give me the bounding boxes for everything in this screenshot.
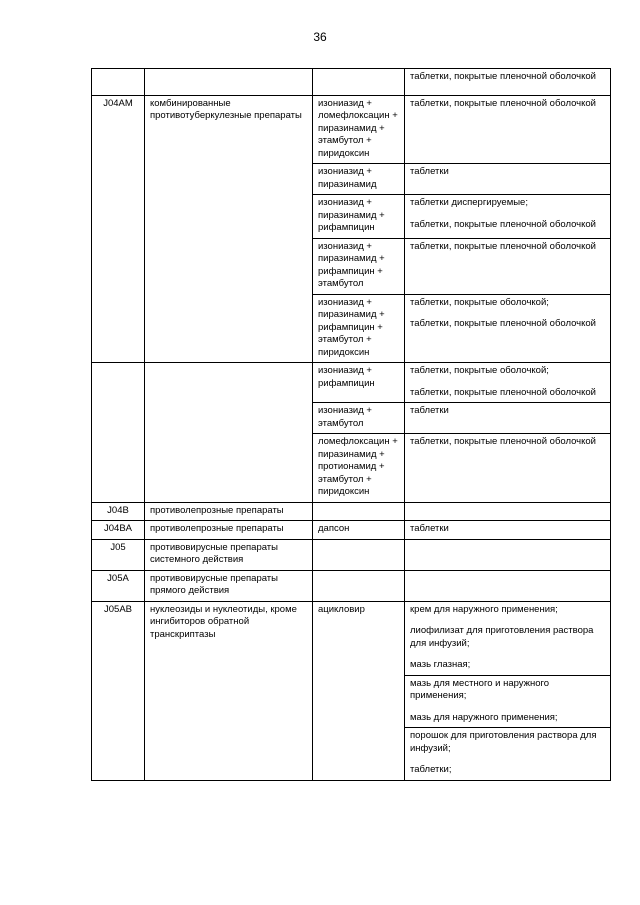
forms-cell bbox=[405, 539, 611, 570]
atc-code-cell: J04B bbox=[92, 502, 145, 521]
atc-code-cell bbox=[92, 363, 145, 503]
forms-cell bbox=[405, 728, 611, 781]
dosage-form: таблетки, покрытые пленочной оболочкой bbox=[410, 386, 596, 398]
forms-cell bbox=[405, 69, 611, 96]
dosage-form: таблетки, покрытые оболочкой; bbox=[410, 296, 549, 308]
substance-cell bbox=[313, 69, 405, 96]
dosage-form: таблетки диспергируемые; bbox=[410, 197, 528, 208]
table-row bbox=[92, 502, 611, 521]
table-row bbox=[92, 601, 611, 675]
drug-table bbox=[91, 68, 611, 781]
dosage-form: мазь глазная; bbox=[410, 659, 471, 670]
substance-cell: ломефлоксацин + пиразинамид + протионамид + этамбутол + пиридоксин bbox=[313, 434, 405, 503]
dosage-form: таблетки; bbox=[410, 764, 452, 775]
atc-code-cell: J05A bbox=[92, 570, 145, 601]
group-cell bbox=[145, 363, 313, 503]
atc-code-cell bbox=[92, 69, 145, 96]
forms-cell bbox=[405, 434, 611, 503]
table-row bbox=[92, 570, 611, 601]
atc-code-cell: J05AB bbox=[92, 601, 145, 780]
substance-cell bbox=[313, 570, 405, 601]
dosage-form: лиофилизат для приготовления раствора для инфузий; bbox=[410, 625, 594, 649]
forms-cell bbox=[405, 403, 611, 434]
page-number: 36 bbox=[313, 30, 327, 44]
forms-cell bbox=[405, 294, 611, 363]
group-cell: противовирусные препараты прямого действия bbox=[145, 570, 313, 601]
table-row bbox=[92, 95, 611, 164]
substance-cell: изониазид + пиразинамид + рифампицин bbox=[313, 195, 405, 239]
substance-cell: изониазид + пиразинамид + рифампицин + этамбутол + пиридоксин bbox=[313, 294, 405, 363]
group-cell bbox=[145, 69, 313, 96]
atc-code-cell: J04AM bbox=[92, 95, 145, 363]
table-row bbox=[92, 363, 611, 403]
forms-cell bbox=[405, 363, 611, 403]
group-cell: нуклеозиды и нуклеотиды, кроме ингибиторов обратной транскриптазы bbox=[145, 601, 313, 780]
substance-cell: изониазид + пиразинамид + рифампицин + этамбутол bbox=[313, 238, 405, 294]
forms-cell bbox=[405, 502, 611, 521]
dosage-form: таблетки bbox=[410, 523, 449, 534]
substance-cell: изониазид + пиразинамид bbox=[313, 164, 405, 195]
substance-cell: изониазид + ломефлоксацин + пиразинамид + этамбутол + пиридоксин bbox=[313, 95, 405, 164]
dosage-form: таблетки, покрытые пленочной оболочкой bbox=[410, 436, 596, 447]
dosage-form: таблетки, покрытые пленочной оболочкой bbox=[410, 97, 596, 109]
dosage-form: таблетки bbox=[410, 405, 449, 416]
dosage-form: порошок для приготовления раствора для инфузий; bbox=[410, 730, 597, 754]
dosage-form: таблетки bbox=[410, 166, 449, 177]
substance-cell: ацикловир bbox=[313, 601, 405, 780]
dosage-form: таблетки, покрытые пленочной оболочкой bbox=[410, 318, 596, 329]
dosage-form: мазь для наружного применения; bbox=[410, 711, 558, 723]
forms-cell bbox=[405, 238, 611, 294]
group-cell: противолепрозные препараты bbox=[145, 521, 313, 540]
forms-cell bbox=[405, 95, 611, 164]
table-row bbox=[92, 69, 611, 96]
substance-cell: изониазид + этамбутол bbox=[313, 403, 405, 434]
dosage-form: крем для наружного применения; bbox=[410, 603, 558, 615]
table-row bbox=[92, 539, 611, 570]
forms-cell bbox=[405, 601, 611, 675]
forms-cell bbox=[405, 164, 611, 195]
substance-cell bbox=[313, 539, 405, 570]
dosage-form: таблетки, покрытые пленочной оболочкой bbox=[410, 240, 596, 252]
table-row bbox=[92, 521, 611, 540]
dosage-form: мазь для местного и наружного применения; bbox=[410, 677, 550, 701]
forms-cell bbox=[405, 521, 611, 540]
atc-code-cell: J05 bbox=[92, 539, 145, 570]
dosage-form: таблетки, покрытые пленочной оболочкой bbox=[410, 218, 596, 230]
substance-cell bbox=[313, 502, 405, 521]
dosage-form: таблетки, покрытые оболочкой; bbox=[410, 365, 549, 376]
substance-cell: дапсон bbox=[313, 521, 405, 540]
forms-cell bbox=[405, 675, 611, 728]
forms-cell bbox=[405, 570, 611, 601]
group-cell: комбинированные противотуберкулезные препараты bbox=[145, 95, 313, 363]
forms-cell bbox=[405, 195, 611, 239]
atc-code-cell: J04BA bbox=[92, 521, 145, 540]
substance-cell: изониазид + рифампицин bbox=[313, 363, 405, 403]
dosage-form: таблетки, покрытые пленочной оболочкой bbox=[410, 71, 596, 82]
group-cell: противовирусные препараты системного действия bbox=[145, 539, 313, 570]
group-cell: противолепрозные препараты bbox=[145, 502, 313, 521]
